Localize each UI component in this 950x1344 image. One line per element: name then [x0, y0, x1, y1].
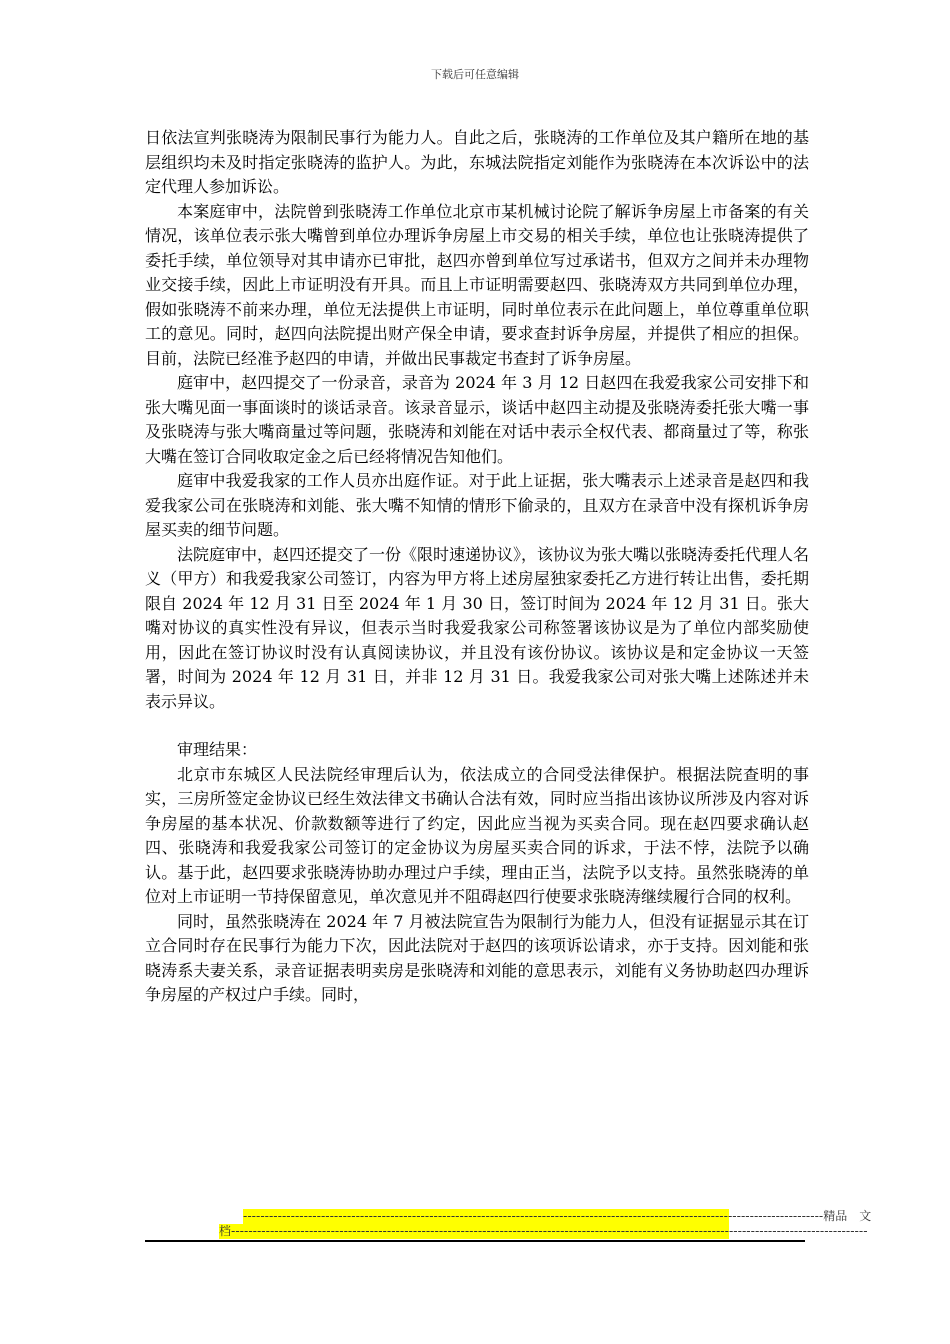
footer-rule — [145, 1240, 805, 1242]
paragraph-spacer — [145, 714, 809, 738]
paragraph: 庭审中我爱我家的工作人员亦出庭作证。对于此上证据，张大嘴表示上述录音是赵四和我爱我家公司在张晓涛和刘能、张大嘴不知情的情形下偷录的，且双方在录音中没有探机诉争房屋买卖的细节问题。 — [145, 471, 809, 539]
paragraph: 法院庭审中，赵四还提交了一份《限时速递协议》，该协议为张大嘴以张晓涛委托代理人名义（甲方）和我爱我家公司签订，内容为甲方将上述房屋独家委托乙方进行转让出售，委托期限自 2024 年 12 月 31 日至 2024 年 1 月 30 日，签订时间为 2024 年 12 月 31 日。张大嘴对协议的真实性没有异议，但表示当时我爱我家公司称签署该协议是为了单位内部奖励使用，因此在签订协议时没有认真阅读协议，并且没有该份协议。该协议是和定金协议一天签署，时间为 2024 年 12 月 31 日，并非 12 月 31 日。我爱我家公司对张大嘴上述陈述并未表示异议。 — [145, 544, 810, 711]
footer-line-1: --------------------------------------------------------------------------------------------------------------------------------------精品 文 — [243, 1209, 872, 1223]
document-body — [145, 126, 809, 1008]
footer-line-2: 档--------------------------------------------------------------------------------------------------------------------------------------------------- — [219, 1224, 868, 1238]
paragraph: 庭审中，赵四提交了一份录音，录音为 2024 年 3 月 12 日赵四在我爱我家公司安排下和张大嘴见面一事面谈时的谈话录音。该录音显示，谈话中赵四主动提及张晓涛委托张大嘴一事及张晓涛与张大嘴商量过等问题，张晓涛和刘能在对话中表示全权代表、都商量过了等，称张大嘴在签订合同收取定金之后已经将情况告知他们。 — [145, 373, 809, 466]
paragraph: 北京市东城区人民法院经审理后认为，依法成立的合同受法律保护。根据法院查明的事实，三房所签定金协议已经生效法律文书确认合法有效，同时应当指出该协议所涉及内容对诉争房屋的基本状况、价款数额等进行了约定，因此应当视为买卖合同。现在赵四要求确认赵四、张晓涛和我爱我家公司签订的定金协议为房屋买卖合同的诉求，于法不悖，法院予以确认。基于此，赵四要求张晓涛协助办理过户手续，理由正当，法院予以支持。虽然张晓涛的单位对上市证明一节持保留意见，单次意见并不阻碍赵四行使要求张晓涛继续履行合同的权利。 — [145, 764, 809, 906]
footer-watermark-band — [219, 1209, 872, 1239]
paragraph: 日依法宣判张晓涛为限制民事行为能力人。自此之后，张晓涛的工作单位及其户籍所在地的基层组织均未及时指定张晓涛的监护人。为此，东城法院指定刘能作为张晓涛在本次诉讼中的法定代理人参加诉讼。 — [145, 128, 809, 196]
paragraph: 同时，虽然张晓涛在 2024 年 7 月被法院宣告为限制行为能力人，但没有证据显示其在订立合同时存在民事行为能力下次，因此法院对于赵四的该项诉讼请求，亦于支持。因刘能和张晓涛系夫妻关系，录音证据表明卖房是张晓涛和刘能的意思表示，刘能有义务协助赵四办理诉争房屋的产权过户手续。同时， — [145, 911, 809, 1004]
section-heading: 审理结果： — [177, 740, 258, 759]
page-header: 下载后可任意编辑 — [431, 68, 519, 81]
paragraph: 本案庭审中，法院曾到张晓涛工作单位北京市某机械讨论院了解诉争房屋上市备案的有关情况，该单位表示张大嘴曾到单位办理诉争房屋上市交易的相关手续，单位也让张晓涛提供了委托手续，单位领导对其申请亦已审批，赵四亦曾到单位写过承诺书，但双方之间并未办理物业交接手续，因此上市证明没有开具。而且上市证明需要赵四、张晓涛双方共同到单位办理，假如张晓涛不前来办理，单位无法提供上市证明，同时单位表示在此问题上，单位尊重单位职工的意见。同时，赵四向法院提出财产保全申请，要求查封诉争房屋，并提供了相应的担保。目前，法院已经准予赵四的申请，并做出民事裁定书查封了诉争房屋。 — [145, 201, 809, 368]
